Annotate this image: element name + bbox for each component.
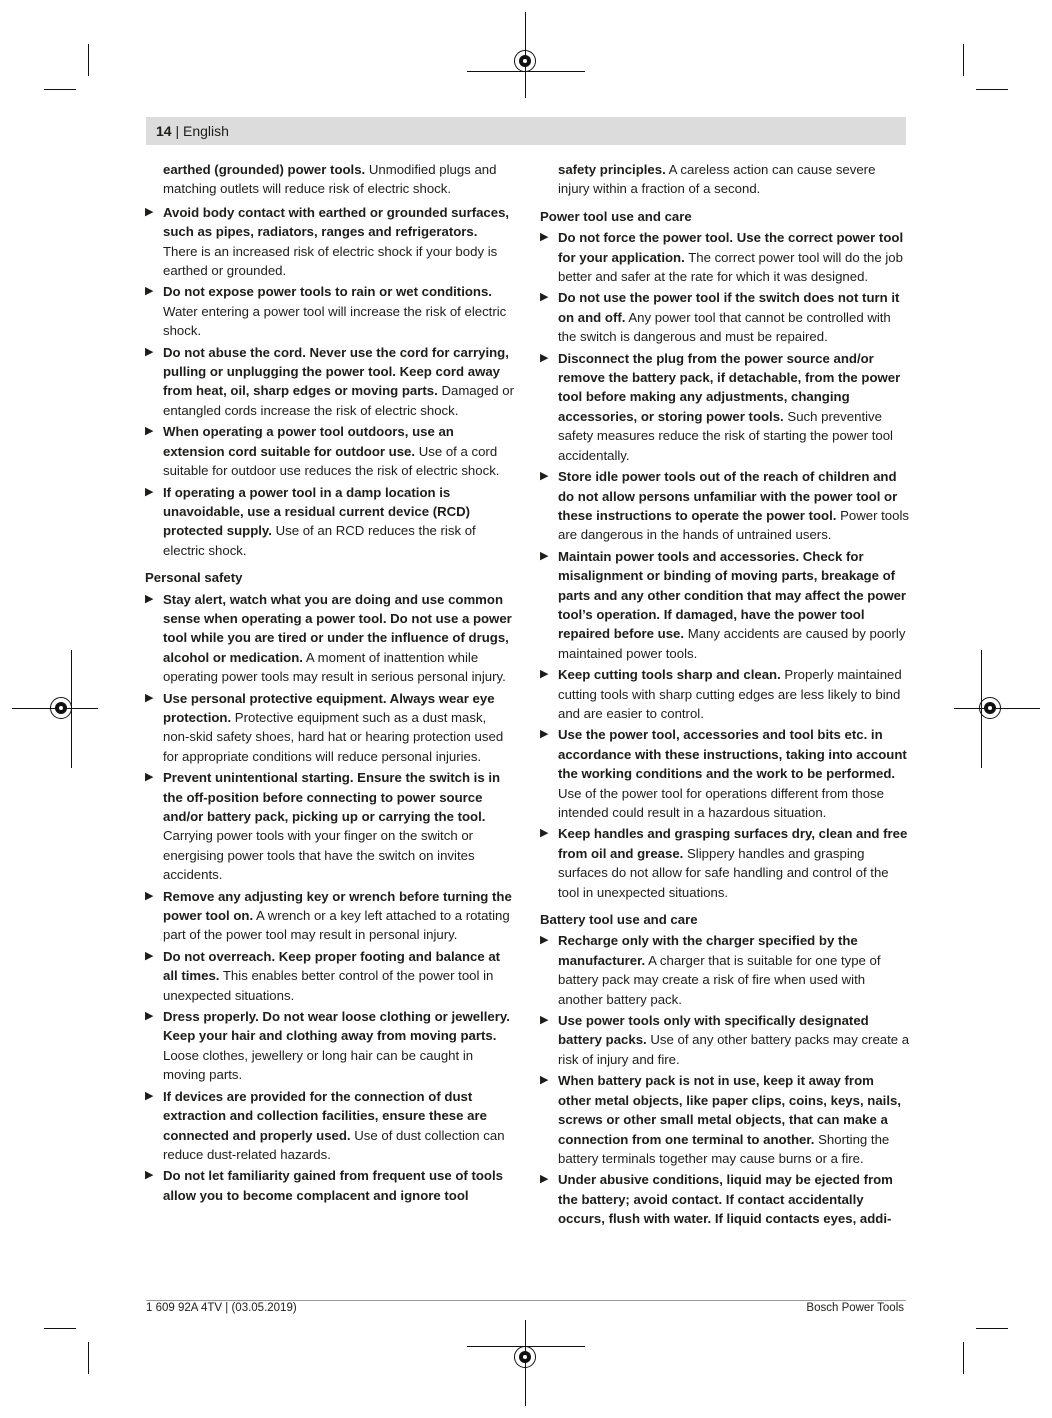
- bullet-arrow-icon: ▶: [540, 1074, 549, 1087]
- body-text: Shorting the battery terminals together may cause burns or a fire.: [558, 1131, 890, 1166]
- continued-paragraph: [558, 160, 910, 199]
- bold-text: Do not expose power tools to rain or wet conditions.: [163, 284, 492, 300]
- safety-item: [145, 947, 515, 1005]
- safety-item: [540, 467, 910, 545]
- crop-mark-top-left-h: [44, 89, 76, 90]
- bold-text: Do not overreach. Keep proper footing and balance at all times.: [163, 948, 501, 984]
- bold-text: If operating a power tool in a damp location is unavoidable, use a residual current device (RCD) protected supply.: [163, 484, 471, 539]
- safety-item: [145, 282, 515, 340]
- left-column: [145, 160, 515, 1207]
- footer-rule: [146, 1300, 906, 1301]
- bold-text: Disconnect the plug from the power source and/or remove the battery pack, if detachable, from the power tool before making any adjustments, changing accessories, or storing power tools.: [558, 350, 901, 424]
- bullet-arrow-icon: ▶: [540, 827, 549, 840]
- bullet-arrow-icon: ▶: [540, 351, 549, 364]
- bold-text: Under abusive conditions, liquid may be ejected from the battery; avoid contact. If contact accidentally occurs, flush with water. If liquid contacts eyes, addi-: [558, 1172, 893, 1227]
- safety-item: [145, 483, 515, 561]
- bullet-arrow-icon: ▶: [540, 934, 549, 947]
- safety-item: [145, 1087, 515, 1165]
- bold-text: Do not abuse the cord. Never use the cord for carrying, pulling or unplugging the power tool. Keep cord away from heat, oil, sharp edges or moving parts.: [163, 344, 509, 399]
- safety-item: [145, 887, 515, 945]
- bullet-arrow-icon: ▶: [145, 889, 154, 902]
- body-text: A moment of inattention while operating power tools may result in serious personal injury.: [163, 649, 506, 685]
- body-text: Properly maintained cutting tools with sharp cutting edges are less likely to bind and are easier to control.: [558, 667, 902, 721]
- body-text: Many accidents are caused by poorly maintained power tools.: [558, 626, 906, 661]
- safety-item: [145, 590, 515, 687]
- body-text: There is an increased risk of electric shock if your body is earthed or grounded.: [163, 243, 498, 279]
- body-text: Slippery handles and grasping surfaces do not allow for safe handling and control of the tool in unexpected situations.: [558, 845, 889, 900]
- crop-mark-bottom-left-h: [44, 1328, 76, 1329]
- bullet-arrow-icon: ▶: [145, 485, 154, 498]
- page-header: [146, 117, 906, 145]
- safety-item: [540, 1071, 910, 1168]
- bold-text: Recharge only with the charger specified by the manufacturer.: [558, 933, 858, 968]
- bold-text: When battery pack is not in use, keep it away from other metal objects, like paper clips, coins, keys, nails, screws or other small metal objects, that can make a connection from one terminal to another.: [558, 1073, 902, 1147]
- body-text: Use of any other battery packs may create a risk of injury and fire.: [558, 1032, 910, 1067]
- crop-mark-top-right-v: [963, 44, 964, 76]
- bullet-arrow-icon: ▶: [145, 205, 154, 218]
- bold-text: Do not let familiarity gained from frequent use of tools allow you to become complacent and ignore tool: [163, 1168, 503, 1203]
- bullet-arrow-icon: ▶: [145, 1169, 154, 1182]
- registration-mark-bottom-icon: [514, 1346, 536, 1368]
- bullet-arrow-icon: ▶: [145, 592, 154, 605]
- header-language: English: [183, 123, 229, 139]
- bold-text: Use personal protective equipment. Always wear eye protection.: [163, 690, 495, 725]
- footer-brand: Bosch Power Tools: [806, 1302, 904, 1314]
- body-text: Such preventive safety measures reduce the risk of starting the power tool accidentally.: [558, 408, 893, 463]
- registration-mark-left-icon: [50, 697, 72, 719]
- body-text: Any power tool that cannot be controlled with the switch is dangerous and must be repaired.: [558, 309, 891, 345]
- page-number: 14: [156, 123, 172, 139]
- bullet-arrow-icon: ▶: [145, 425, 154, 438]
- body-text: The correct power tool will do the job better and safer at the rate for which it was designed.: [558, 249, 903, 285]
- bold-text: earthed (grounded) power tools.: [163, 162, 366, 177]
- safety-item: [145, 1007, 515, 1085]
- body-text: Power tools are dangerous in the hands of untrained users.: [558, 507, 910, 543]
- bold-text: Avoid body contact with earthed or grounded surfaces, such as pipes, radiators, ranges and refrigerators.: [163, 204, 510, 240]
- bullet-arrow-icon: ▶: [145, 345, 154, 358]
- section-heading: Battery tool use and care: [540, 912, 698, 928]
- body-text: This enables better control of the power tool in unexpected situations.: [163, 968, 494, 1003]
- safety-item: [145, 768, 515, 884]
- section-heading: Personal safety: [145, 570, 243, 586]
- body-text: A careless action can cause severe injury within a fraction of a second.: [558, 162, 876, 197]
- safety-item: [540, 725, 910, 822]
- body-text: Carrying power tools with your finger on the switch or energising power tools that have the switch on invites accidents.: [163, 828, 475, 883]
- body-text: Water entering a power tool will increase the risk of electric shock.: [163, 303, 507, 339]
- bold-text: Prevent unintentional starting. Ensure the switch is in the off-position before connecting to power source and/or battery pack, picking up or carrying the tool.: [163, 770, 501, 824]
- bold-text: Dress properly. Do not wear loose clothing or jewellery. Keep your hair and clothing away from moving parts.: [163, 1009, 510, 1044]
- bold-text: Store idle power tools out of the reach of children and do not allow persons unfamiliar with the power tool or these instructions to operate the power tool.: [558, 469, 898, 523]
- body-text: A charger that is suitable for one type of battery pack may create a risk of fire when used with another battery pack.: [558, 952, 881, 1007]
- bullet-arrow-icon: ▶: [145, 1089, 154, 1102]
- bullet-arrow-icon: ▶: [540, 1014, 549, 1027]
- crop-mark-top-right-h: [976, 89, 1008, 90]
- safety-item: [540, 931, 910, 1009]
- safety-item: [540, 228, 910, 286]
- footer-doc-id: 1 609 92A 4TV | (03.05.2019): [146, 1302, 297, 1314]
- bullet-arrow-icon: ▶: [540, 231, 549, 244]
- safety-item: [145, 1166, 515, 1205]
- bullet-arrow-icon: ▶: [145, 949, 154, 962]
- crop-mark-bottom-right-v: [963, 1342, 964, 1374]
- bold-text: When operating a power tool outdoors, use an extension cord suitable for outdoor use.: [163, 424, 454, 459]
- bullet-arrow-icon: ▶: [540, 470, 549, 483]
- bold-text: Do not use the power tool if the switch does not turn it on and off.: [558, 290, 900, 325]
- body-text: Use of a cord suitable for outdoor use reduces the risk of electric shock.: [163, 443, 500, 479]
- bold-text: Maintain power tools and accessories. Check for misalignment or binding of moving parts, breakage of parts and any other condition that may affect the power tool’s operation. If damaged, have the power tool repaired before use.: [558, 548, 907, 642]
- bold-text: If devices are provided for the connection of dust extraction and collection facilities, ensure these are connected and properly used.: [163, 1088, 487, 1143]
- body-text: Use of dust collection can reduce dust-related hazards.: [163, 1127, 505, 1162]
- safety-item: [540, 824, 910, 902]
- continued-paragraph: [163, 160, 515, 199]
- bullet-arrow-icon: ▶: [145, 1010, 154, 1023]
- bullet-arrow-icon: ▶: [540, 291, 549, 304]
- bullet-arrow-icon: ▶: [540, 728, 549, 741]
- header-separator: |: [171, 123, 183, 139]
- bold-text: Use the power tool, accessories and tool bits etc. in accordance with these instructions, taking into account the working conditions and the work to be performed.: [558, 727, 907, 782]
- body-text: Damaged or entangled cords increase the risk of electric shock.: [163, 383, 515, 418]
- safety-item: [540, 665, 910, 723]
- registration-mark-top-icon: [514, 50, 536, 72]
- bullet-arrow-icon: ▶: [145, 771, 154, 784]
- safety-item: [145, 689, 515, 767]
- crop-mark-bottom-left-v: [88, 1342, 89, 1374]
- safety-item: [145, 422, 515, 480]
- body-text: Protective equipment such as a dust mask, non-skid safety shoes, hard hat or hearing protection used for appropriate conditions will reduce personal injuries.: [163, 709, 504, 764]
- bold-text: Keep handles and grasping surfaces dry, clean and free from oil and grease.: [558, 826, 908, 861]
- body-text: Unmodified plugs and matching outlets will reduce risk of electric shock.: [163, 162, 497, 197]
- safety-item: [145, 203, 515, 281]
- safety-item: [540, 349, 910, 465]
- section-heading: Power tool use and care: [540, 208, 692, 224]
- safety-item: [540, 288, 910, 346]
- bold-text: Remove any adjusting key or wrench before turning the power tool on.: [163, 888, 512, 924]
- safety-item: [540, 1170, 910, 1228]
- body-text: Use of an RCD reduces the risk of electric shock.: [163, 523, 476, 558]
- bold-text: Stay alert, watch what you are doing and use common sense when operating a power tool. Do not use a power tool while you are tired or under the influence of drugs, alcohol or medication.: [163, 591, 512, 665]
- safety-item: [540, 547, 910, 663]
- bold-text: Keep cutting tools sharp and clean.: [558, 667, 781, 683]
- header-text: [156, 122, 229, 140]
- body-text: A wrench or a key left attached to a rotating part of the power tool may result in personal injury.: [163, 908, 510, 943]
- right-column: [540, 160, 910, 1231]
- registration-mark-right-icon: [979, 697, 1001, 719]
- safety-item: [540, 1011, 910, 1069]
- bold-text: Use power tools only with specifically designated battery packs.: [558, 1013, 869, 1048]
- bold-text: safety principles.: [558, 162, 666, 177]
- bullet-arrow-icon: ▶: [145, 691, 154, 704]
- crop-mark-top-left-v: [88, 44, 89, 76]
- bullet-arrow-icon: ▶: [540, 668, 549, 681]
- bullet-arrow-icon: ▶: [540, 1173, 549, 1186]
- crop-mark-bottom-right-h: [976, 1328, 1008, 1329]
- body-text: Loose clothes, jewellery or long hair can be caught in moving parts.: [163, 1047, 474, 1083]
- bold-text: Do not force the power tool. Use the correct power tool for your application.: [558, 230, 904, 265]
- body-text: Use of the power tool for operations different from those intended could result in a hazardous situation.: [558, 785, 884, 820]
- bullet-arrow-icon: ▶: [145, 285, 154, 298]
- bullet-arrow-icon: ▶: [540, 549, 549, 562]
- safety-item: [145, 343, 515, 421]
